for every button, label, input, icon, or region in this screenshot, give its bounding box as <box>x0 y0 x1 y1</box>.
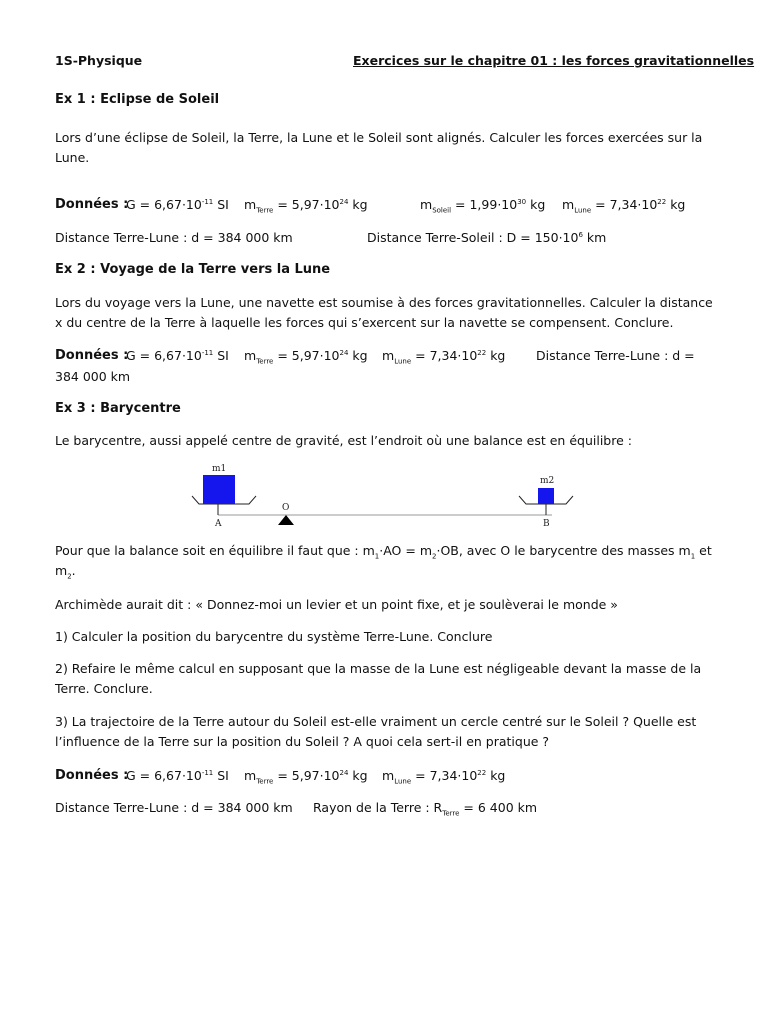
ex2-distance-value: 384 000 km <box>55 369 131 384</box>
ex3-distance-terre-lune: Distance Terre-Lune : d = 384 000 km <box>55 800 293 815</box>
course-label: 1S-Physique <box>55 53 143 68</box>
ex3-masse-lune: $m_{Lune} = 7,34\cdot 10^{22}$ kg <box>382 768 506 786</box>
ex1-text: Lors d’une éclipse de Soleil, la Terre, la Lune et le Soleil sont alignés. Calculer les forces exercées sur la Lune. <box>55 130 703 165</box>
ex1-title: Ex 1 : Eclipse de Soleil <box>55 92 220 107</box>
ex1-distance-terre-lune: Distance Terre-Lune : d = 384 000 km <box>55 230 293 245</box>
ex2-masse-lune: $m_{Lune} = 7,34\cdot 10^{22}$ kg <box>382 348 506 366</box>
ex1-donnees <box>55 196 128 213</box>
ex1-masse-lune: $m_{Lune} = 7,34\cdot 10^{22}$ kg <box>562 197 686 215</box>
ex3-condition: Pour que la balance soit en équilibre il faut que : $m_1\cdot AO = m_2\cdot OB$, avec O le barycentre des masses $m_1$ et $m_2$. <box>55 543 712 581</box>
label-m2: m2 <box>540 476 555 486</box>
balance-diagram <box>180 458 580 530</box>
ex3-rayon-terre: Rayon de la Terre : $R_{Terre} = 6$ 400 km <box>313 800 538 818</box>
ex2-g-constant: $G = 6,67\cdot 10^{-11}$ SI <box>126 348 229 363</box>
ex2-distance-terre-lune: Distance Terre-Lune : d = <box>536 348 695 363</box>
ex3-title: Ex 3 : Barycentre <box>55 401 181 416</box>
ex2-masse-terre: $m_{Terre} = 5,97\cdot 10^{24}$ kg <box>244 348 368 366</box>
ex3-g-constant: $G = 6,67\cdot 10^{-11}$ SI <box>126 768 229 783</box>
ex2-text: Lors du voyage vers la Lune, une navette est soumise à des forces gravitationnelles. Calculer la distance x du centre de la Terre à laquelle les forces qui s’exercent sur la navette se compensent. Conclure. <box>55 295 713 330</box>
pivot-triangle <box>278 515 294 525</box>
ex3-masse-terre: $m_{Terre} = 5,97\cdot 10^{24}$ kg <box>244 768 368 786</box>
ex3-donnees <box>55 767 128 784</box>
label-b: B <box>543 519 550 529</box>
ex2-donnees <box>55 347 128 364</box>
label-m1: m1 <box>212 464 227 474</box>
ex3-question-2: 2) Refaire le même calcul en supposant que la masse de la Lune est négligeable devant la masse de la Terre. Conclure. <box>55 661 702 696</box>
ex1-masse-terre: $m_{Terre} = 5,97\cdot 10^{24}$ kg <box>244 197 368 215</box>
donnees-label: Données : <box>55 348 129 363</box>
mass-m1-block <box>203 475 235 504</box>
ex3-intro: Le barycentre, aussi appelé centre de gravité, est l’endroit où une balance est en équilibre : <box>55 433 632 448</box>
donnees-label: Données : <box>55 197 129 212</box>
ex1-g-constant: $G = 6,67\cdot 10^{-11}$ SI <box>126 197 229 212</box>
donnees-label: Données : <box>55 768 129 783</box>
mass-m2-block <box>538 488 554 504</box>
label-a: A <box>215 519 222 529</box>
page-title: Exercices sur le chapitre 01 : les forces gravitationnelles <box>353 53 755 68</box>
ex3-question-1: 1) Calculer la position du barycentre du système Terre-Lune. Conclure <box>55 629 493 644</box>
ex2-title: Ex 2 : Voyage de la Terre vers la Lune <box>55 262 331 277</box>
ex3-quote: Archimède aurait dit : « Donnez-moi un levier et un point fixe, et je soulèverai le monde » <box>55 597 618 612</box>
ex3-question-3: 3) La trajectoire de la Terre autour du Soleil est-elle vraiment un cercle centré sur le Soleil ? Quelle est l’influence de la Terre sur la position du Soleil ? A quoi cela sert-il en pratique ? <box>55 714 697 749</box>
ex1-masse-soleil: $m_{Soleil} = 1,99\cdot 10^{30}$ kg <box>420 197 546 215</box>
ex1-distance-terre-soleil: Distance Terre-Soleil : $D = 150\cdot 10^6$ km <box>367 230 607 245</box>
label-o: O <box>282 503 290 513</box>
